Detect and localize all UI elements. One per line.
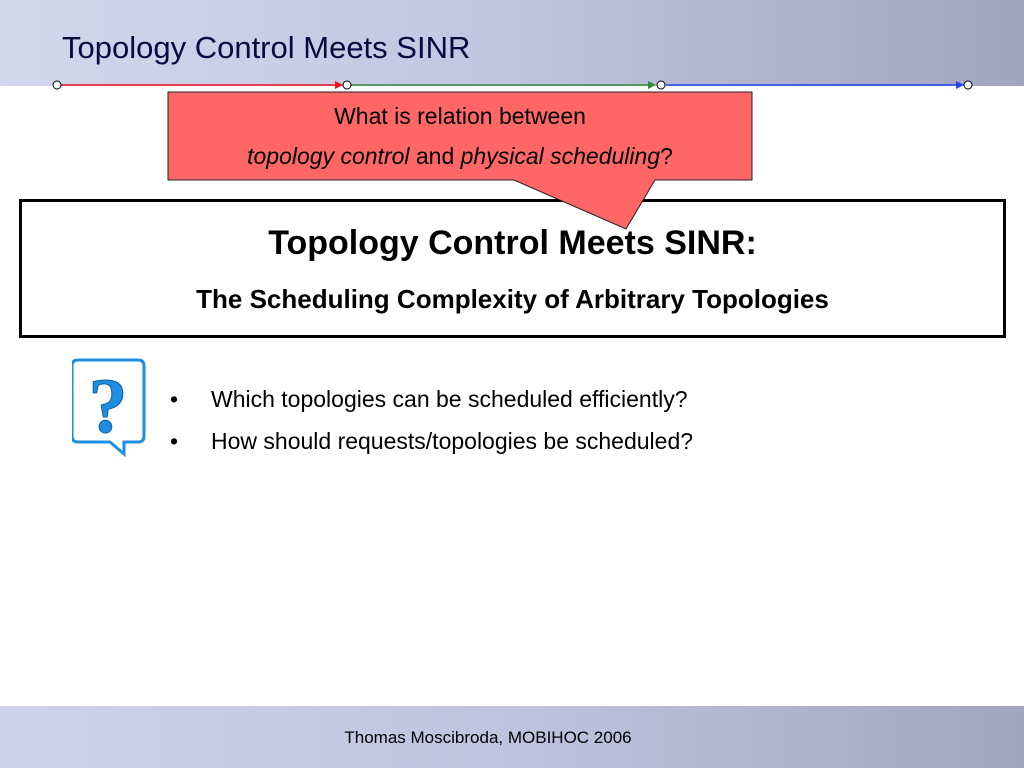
paper-subtitle: The Scheduling Complexity of Arbitrary Topologies	[196, 284, 829, 314]
callout-line-2	[168, 136, 752, 176]
question-item-2: • How should requests/topologies be scheduled?	[170, 420, 693, 462]
question-list	[170, 378, 693, 462]
question-item-1: • Which topologies can be scheduled efficiently?	[170, 378, 693, 420]
callout-text	[168, 96, 752, 176]
paper-title: Topology Control Meets SINR:	[268, 224, 757, 262]
callout-line-1: What is relation between	[334, 103, 586, 129]
callout-connector: and	[415, 143, 455, 169]
question-mark-glyph: ?	[88, 362, 128, 449]
callout-term-topology-control: topology control	[247, 143, 410, 169]
slide-title: Topology Control Meets SINR	[62, 30, 471, 65]
callout-term-physical-scheduling: physical scheduling	[460, 143, 661, 169]
question-bubble-icon	[72, 358, 148, 458]
callout-question-mark: ?	[660, 143, 673, 169]
footer-credit: Thomas Moscibroda, MOBIHOC 2006	[344, 728, 632, 747]
footer-band	[0, 706, 1024, 768]
